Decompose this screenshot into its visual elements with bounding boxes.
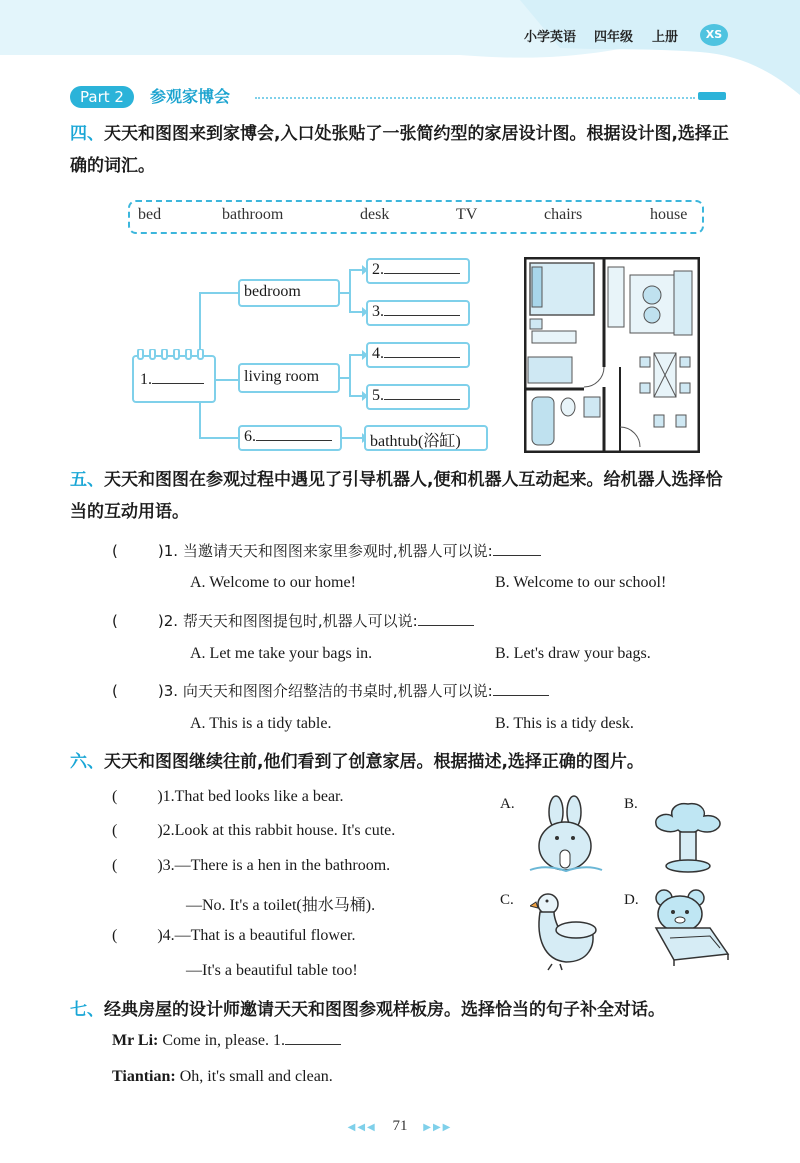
s6-item2-text: Look at this rabbit house. It's cute. — [174, 822, 396, 839]
s6-item1-open: ( — [112, 788, 118, 805]
s6-item3-line2: —No. It's a toilet(抽水马桶). — [186, 897, 376, 914]
s6-item1-text: That bed looks like a bear. — [174, 788, 344, 805]
right-arrows-icon: ▶▶▶ — [423, 1122, 453, 1133]
node-3-num: 3. — [372, 303, 384, 320]
page-footer — [0, 1118, 800, 1135]
bear-bed-icon — [650, 888, 732, 968]
dialog-line-1 — [112, 1032, 341, 1050]
page-number: 71 — [392, 1118, 408, 1134]
section6-title — [70, 746, 730, 778]
node-5-num: 5. — [372, 387, 384, 404]
s6-item3-text: —There is a hen in the bathroom. — [174, 857, 391, 874]
section5-num: 五、 — [70, 470, 104, 490]
section7-text: 经典房屋的设计师邀请天天和图图参观样板房。选择恰当的句子补全对话。 — [104, 1000, 665, 1020]
s6-item3-num: 3. — [162, 857, 175, 874]
node-5 — [366, 384, 470, 410]
node-6-blank[interactable] — [256, 440, 332, 441]
dialog-text-2: Oh, it's small and clean. — [179, 1068, 333, 1085]
node-2-num: 2. — [372, 261, 384, 278]
word-house: house — [650, 206, 688, 223]
s5-q2-blank[interactable] — [418, 625, 474, 626]
s6-item2-close: ) — [157, 822, 163, 839]
s5-q3 — [112, 680, 712, 702]
word-bathroom: bathroom — [222, 206, 284, 223]
dialog-text-1: Come in, please. 1. — [162, 1032, 285, 1049]
section4-num: 四、 — [70, 124, 104, 144]
node-bedroom: bedroom — [238, 279, 340, 307]
s6-item3-close: ) — [157, 857, 163, 874]
s5-q1-num: 1. — [163, 542, 179, 560]
s6-item2 — [112, 822, 395, 840]
floor-plan — [524, 257, 700, 453]
section7-num: 七、 — [70, 1000, 104, 1020]
dialog-speaker-1: Mr Li: — [112, 1032, 159, 1049]
s5-q1-blank[interactable] — [493, 555, 541, 556]
node-1-blank[interactable] — [152, 383, 204, 384]
s5-q2-option-a: A. Let me take your bags in. — [190, 645, 373, 662]
s6-item3-open: ( — [112, 857, 118, 874]
section6-text: 天天和图图继续往前,他们看到了创意家居。根据描述,选择正确的图片。 — [104, 752, 644, 772]
node-1-num: 1. — [140, 371, 152, 388]
part-title: 参观家博会 — [150, 87, 231, 106]
header-grade: 四年级 — [594, 30, 634, 45]
s5-q1 — [112, 540, 712, 562]
s6-item2-open: ( — [112, 822, 118, 839]
node-living-room: living room — [238, 363, 340, 393]
s6-item1-close: ) — [157, 788, 163, 805]
rabbit-house-icon — [526, 794, 604, 876]
s6-item4-close: ) — [157, 927, 163, 944]
s5-q2-text: 帮天天和图图提包时,机器人可以说: — [182, 612, 418, 630]
left-arrows-icon: ◀◀◀ — [347, 1122, 377, 1133]
node-4 — [366, 342, 470, 368]
s6-item4 — [112, 927, 356, 945]
image-label-b: B. — [624, 796, 638, 812]
section6-num: 六、 — [70, 752, 104, 772]
s6-item3 — [112, 857, 390, 875]
word-chairs: chairs — [544, 206, 583, 223]
s5-q2-option-b: B. Let's draw your bags. — [495, 645, 651, 662]
header-volume: 上册 — [652, 30, 679, 45]
node-6 — [238, 425, 342, 451]
s6-item4-num: 4. — [162, 927, 175, 944]
node-1-box — [132, 355, 216, 403]
s5-q1-option-a: A. Welcome to our home! — [190, 574, 356, 591]
s5-q1-text: 当邀请天天和图图来家里参观时,机器人可以说: — [182, 542, 493, 560]
s6-item4-text: —That is a beautiful flower. — [174, 927, 356, 944]
s5-q2-open: ( — [112, 612, 118, 630]
node-1-label — [140, 371, 204, 389]
s6-item4-line2: —It's a beautiful table too! — [186, 962, 358, 979]
s5-q1-option-b: B. Welcome to our school! — [495, 574, 667, 591]
s5-q3-blank[interactable] — [493, 695, 549, 696]
node-bathtub: bathtub(浴缸) — [364, 425, 488, 451]
node-2-blank[interactable] — [384, 273, 460, 274]
s5-q3-option-b: B. This is a tidy desk. — [495, 715, 634, 732]
xs-badge: XS — [700, 24, 728, 46]
s5-q1-close: ) — [157, 542, 164, 560]
flower-table-icon — [648, 800, 728, 874]
s5-q3-open: ( — [112, 682, 118, 700]
s5-q3-option-a: A. This is a tidy table. — [190, 715, 332, 732]
s5-q2 — [112, 610, 712, 632]
s6-item2-num: 2. — [162, 822, 175, 839]
node-3-blank[interactable] — [384, 315, 460, 316]
section4-text: 天天和图图来到家博会,入口处张贴了一张简约型的家居设计图。根据设计图,选择正确的词汇。 — [70, 124, 729, 176]
s5-q1-open: ( — [112, 542, 118, 560]
header-subject: 小学英语 — [524, 30, 577, 45]
node-2 — [366, 258, 470, 284]
s6-item4-open: ( — [112, 927, 118, 944]
dialog-blank-1[interactable] — [285, 1044, 341, 1045]
image-label-c: C. — [500, 892, 514, 908]
word-desk: desk — [360, 206, 390, 223]
word-tv: TV — [456, 206, 478, 223]
hen-toilet-icon — [530, 888, 602, 972]
node-6-num: 6. — [244, 428, 256, 445]
section7-title — [70, 994, 730, 1026]
s5-q3-num: 3. — [163, 682, 179, 700]
notepad-rings — [136, 349, 216, 361]
s6-item1 — [112, 788, 344, 806]
s6-item1-num: 1. — [162, 788, 175, 805]
node-4-blank[interactable] — [384, 357, 460, 358]
node-4-num: 4. — [372, 345, 384, 362]
s5-q2-num: 2. — [163, 612, 179, 630]
section5-title — [70, 464, 730, 528]
node-3 — [366, 300, 470, 326]
image-label-a: A. — [500, 796, 515, 812]
section5-text: 天天和图图在参观过程中遇见了引导机器人,便和机器人互动起来。给机器人选择恰当的互动用语。 — [70, 470, 723, 522]
word-bed: bed — [138, 206, 162, 223]
s5-q3-close: ) — [157, 682, 164, 700]
node-5-blank[interactable] — [384, 399, 460, 400]
s5-q2-close: ) — [157, 612, 164, 630]
dialog-line-2 — [112, 1068, 333, 1086]
s5-q3-text: 向天天和图图介绍整洁的书桌时,机器人可以说: — [182, 682, 493, 700]
image-label-d: D. — [624, 892, 639, 908]
dialog-speaker-2: Tiantian: — [112, 1068, 176, 1085]
part-label: Part 2 — [70, 86, 134, 108]
